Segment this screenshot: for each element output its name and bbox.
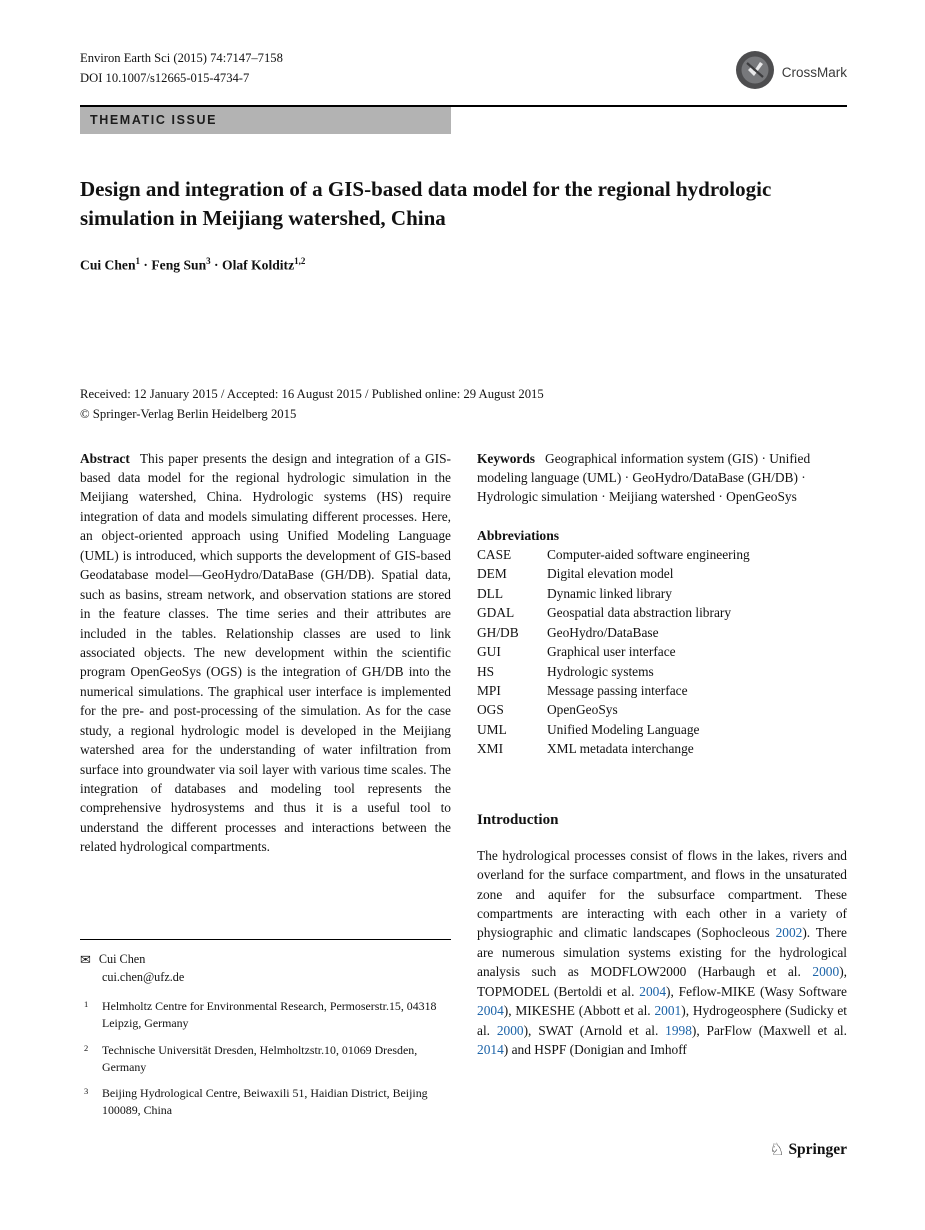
abbreviation-definition: Dynamic linked library (547, 585, 672, 601)
author-separator: · (140, 257, 152, 273)
citation-year-link[interactable]: 2014 (477, 1042, 504, 1058)
springer-logo (769, 1141, 847, 1159)
corresponding-author-name: Cui Chen (98, 952, 146, 967)
abbreviation-key: CASE (477, 546, 512, 562)
affiliation-text: Technische Universität Dresden, Helmholtzstr.10, 01069 Dresden, Germany (102, 1042, 418, 1074)
introduction-text-segment: The hydrological processes consist of flows in the lakes, rivers and overland for the surface compartment, and flows in the unsaturated zone and aquifer for the subsurface compartment. These compartments are interacting with each other in a variety of physiographic and climatic landscapes (Sophocleous (477, 847, 847, 941)
envelope-icon: ✉ (80, 952, 91, 968)
abbreviation-key: GDAL (477, 605, 515, 621)
introduction-section (477, 812, 847, 1060)
introduction-paragraph (477, 846, 847, 1060)
springer-horse-icon: ♘ (769, 1139, 785, 1160)
journal-meta (80, 48, 283, 88)
abbreviation-definition: Geospatial data abstraction library (547, 605, 732, 621)
introduction-text-segment: ), ParFlow (Maxwell et al. (691, 1022, 847, 1038)
abstract-paragraph (80, 449, 451, 857)
citation-year-link[interactable]: 2004 (639, 983, 667, 999)
abbreviation-key: UML (477, 721, 507, 737)
abbreviation-key: GH/DB (477, 624, 519, 640)
author-name: Feng Sun (151, 257, 207, 273)
corresponding-author-email[interactable]: cui.chen@ufz.de (102, 970, 185, 985)
citation-year-link[interactable]: 1998 (665, 1022, 692, 1038)
author-name: Cui Chen (80, 257, 136, 273)
introduction-text-segment: ). There are numerous simulation systems existing for the hydrological analysis such as MODFLOW2000 (Harbaugh et al. (477, 925, 847, 980)
keywords-paragraph (477, 449, 847, 507)
author-list (80, 256, 847, 274)
abbreviation-definition: Digital elevation model (547, 566, 674, 582)
abbreviations-heading: Abbreviations (477, 527, 560, 543)
citation-year-link[interactable]: 2000 (496, 1022, 524, 1038)
abbreviation-row (477, 642, 847, 661)
affiliation-text: Beijing Hydrological Centre, Beiwaxili 51, Haidian District, Beijing 100089, China (102, 1086, 428, 1118)
abbreviation-key: MPI (477, 682, 501, 698)
abbreviation-definition: XML metadata interchange (547, 741, 694, 757)
springer-wordmark: Springer (788, 1141, 847, 1158)
affiliation-number: 2 (84, 1042, 89, 1053)
citation-year-link[interactable]: 2002 (775, 925, 803, 941)
introduction-text-segment: ) and HSPF (Donigian and Imhoff (503, 1042, 687, 1058)
author-name: Olaf Kolditz (222, 257, 295, 273)
publication-dates (80, 385, 847, 423)
doi-line: DOI 10.1007/s12665-015-4734-7 (80, 71, 250, 86)
affiliation-text: Helmholtz Centre for Environmental Research, Permoserstr.15, 04318 Leipzig, Germany (102, 999, 437, 1031)
abbreviation-row (477, 662, 847, 681)
citation-year-link[interactable]: 2000 (812, 964, 840, 980)
affiliation-number: 3 (84, 1086, 89, 1097)
abbreviation-row (477, 681, 847, 700)
abbreviation-row (477, 545, 847, 564)
introduction-heading: Introduction (477, 811, 559, 828)
abbreviation-definition: GeoHydro/DataBase (547, 624, 659, 640)
keywords-label: Keywords (477, 450, 536, 466)
two-column-body (80, 449, 847, 1129)
abbreviation-definition: OpenGeoSys (547, 702, 618, 718)
author-separator: · (210, 257, 222, 273)
copyright-line: © Springer-Verlag Berlin Heidelberg 2015 (80, 406, 297, 421)
left-column (80, 449, 451, 1129)
right-column (477, 449, 847, 1129)
received-accepted-line: Received: 12 January 2015 / Accepted: 16 August 2015 / Published online: 29 August 2015 (80, 387, 544, 402)
abstract-text: This paper presents the design and integration of a GIS-based data model for the regional hydrologic simulation in the Meijiang watershed, China. Hydrologic systems (HS) require integration of data and models simulating different processes. Here, an object-oriented approach using Unified Modeling Language (UML) is introduced, which supports the development of GIS-based Geodatabase model—GeoHydro/DataBase (GH/DB). Spatial data, such as basins, stream network, and observation stations are stored in the feature classes. The time series and their attributes are included in the tables. Relationship classes are used to link associated objects. The new development within the scientific program OpenGeoSys (OGS) is the integration of GH/DB into the numerical simulations. The graphical user interface is implemented for the pre- and post-processing of the simulation. As for the case study, a regional hydrologic model is developed in the Meijiang watershed area for the understanding of water infiltration from surface into groundwater via soil layer with various time scales. The integration of databases and modeling tool represents the comprehensive hydrosystems and thus it is a useful tool to understand the different processes and interactions between the related hydrological compartments. (80, 450, 451, 855)
author-affiliation-sup: 3 (206, 255, 211, 266)
affiliation-item (80, 998, 451, 1033)
keywords-text: Geographical information system (GIS) · Unified modeling language (UML) · GeoHydro/DataBase (GH/DB) · Hydrologic simulation · Meijiang watershed · OpenGeoSys (477, 450, 811, 505)
correspondence-block (80, 951, 451, 970)
abbreviation-definition: Graphical user interface (547, 644, 676, 660)
abbreviation-definition: Computer-aided software engineering (547, 546, 750, 562)
abstract-label: Abstract (80, 450, 130, 466)
abbreviation-row (477, 700, 847, 719)
introduction-text-segment: ), Feflow-MIKE (Wasy Software (666, 983, 847, 999)
crossmark-icon (735, 50, 775, 95)
introduction-text-segment: ), TOPMODEL (Bertoldi et al. (477, 964, 847, 999)
abbreviation-definition: Unified Modeling Language (547, 721, 700, 737)
abbreviation-row (477, 720, 847, 739)
author-affiliation-sup: 1,2 (294, 255, 306, 266)
abbreviation-key: DEM (477, 566, 507, 582)
crossmark-label: CrossMark (781, 65, 847, 80)
journal-citation: Environ Earth Sci (2015) 74:7147–7158 (80, 51, 283, 65)
abbreviation-definition: Message passing interface (547, 682, 688, 698)
abbreviation-row (477, 623, 847, 642)
abbreviation-definition: Hydrologic systems (547, 663, 654, 679)
abbreviation-key: OGS (477, 702, 504, 718)
abbreviation-row (477, 564, 847, 583)
author-affiliation-sup: 1 (135, 255, 141, 266)
thematic-issue-banner: THEMATIC ISSUE (80, 107, 451, 134)
introduction-text-segment: ), SWAT (Arnold et al. (523, 1022, 666, 1038)
abbreviation-key: GUI (477, 644, 501, 660)
abbreviation-key: HS (477, 663, 495, 679)
introduction-text-segment: ), Hydrogeosphere (Sudicky et al. (477, 1003, 847, 1038)
affiliation-number: 1 (84, 999, 89, 1010)
affiliation-item (80, 1085, 451, 1120)
introduction-text-segment: ), MIKESHE (Abbott et al. (503, 1003, 655, 1019)
affiliation-item (80, 1042, 451, 1077)
abbreviation-row (477, 739, 847, 758)
affiliation-list (80, 998, 451, 1120)
abbreviations-list (477, 545, 847, 759)
article-title: Design and integration of a GIS-based data model for the regional hydrologic simulation in Meijiang watershed, China (80, 177, 772, 230)
abbreviations-section (477, 528, 847, 759)
citation-year-link[interactable]: 2004 (477, 1003, 504, 1019)
abbreviation-row (477, 584, 847, 603)
abbreviation-key: XMI (477, 741, 504, 757)
crossmark-badge[interactable] (735, 50, 847, 95)
citation-year-link[interactable]: 2001 (654, 1003, 682, 1019)
abbreviation-row (477, 603, 847, 622)
page-header (80, 48, 847, 95)
abbreviation-key: DLL (477, 585, 504, 601)
footnote-block (80, 939, 451, 1128)
